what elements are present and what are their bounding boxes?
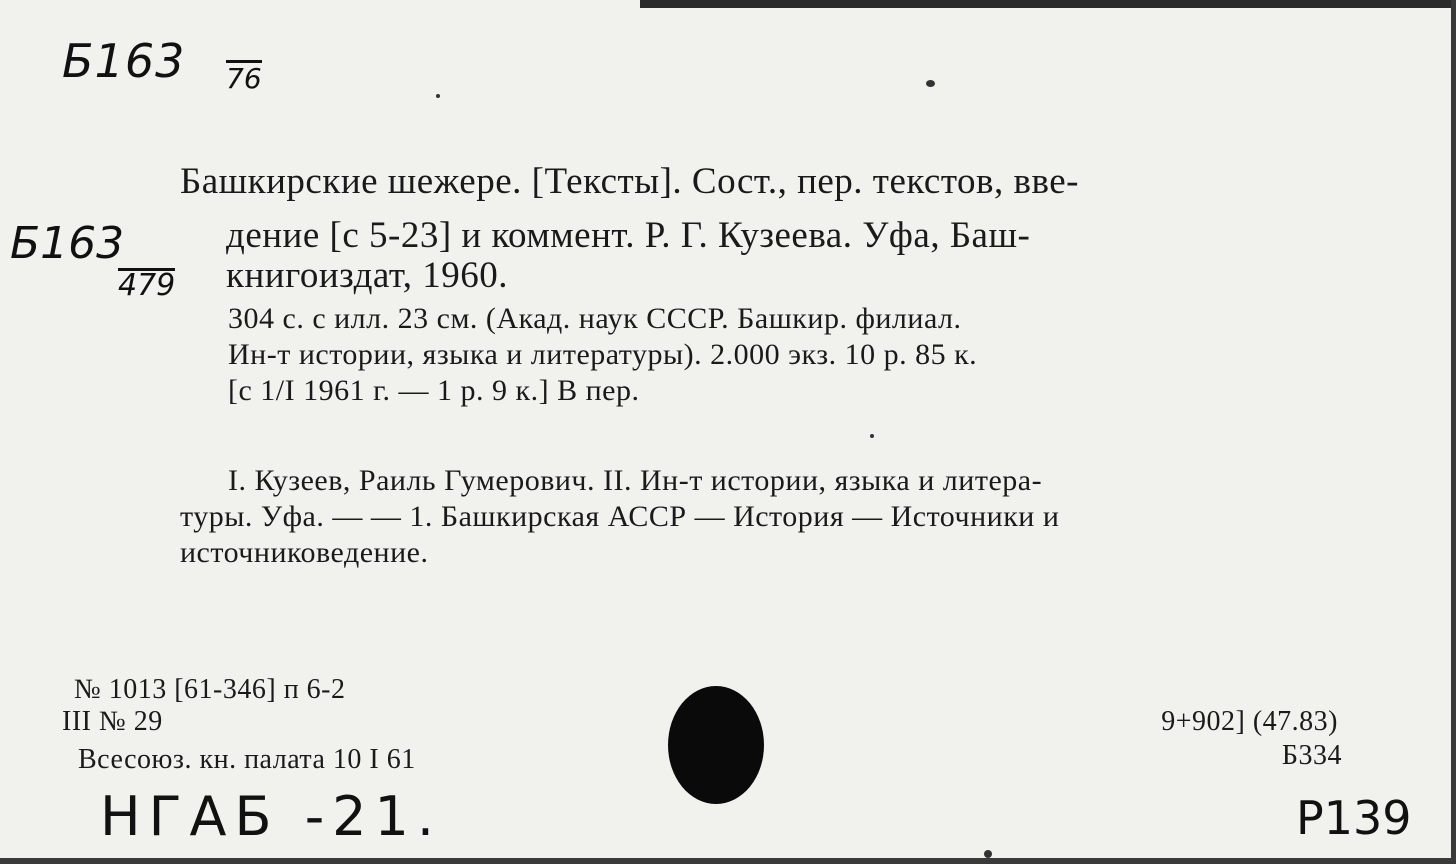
card-edge-shadow-bottom: [0, 858, 1456, 864]
handwritten-archive-mark: НГАБ -21.: [100, 785, 443, 848]
ink-speck: [436, 94, 440, 98]
handwritten-shelf-mark-2: Б163: [10, 218, 125, 269]
ink-speck: [870, 434, 874, 438]
entry-line-3: книгоиздат, 1960.: [226, 255, 509, 296]
collation-line-2: Ин-т истории, языка и литературы). 2.000 экз. 10 р. 85 к.: [228, 338, 978, 371]
tracing-line-1: I. Кузеев, Раиль Гумерович. II. Ин-т истории, языка и литера-: [228, 464, 1043, 497]
handwritten-number: Р139: [1296, 791, 1412, 845]
footer-right-line-1: 9+902] (47.83): [1161, 706, 1338, 737]
handwritten-shelf-mark-1-sub: 76: [226, 62, 262, 95]
tracing-line-2: туры. Уфа. — — 1. Башкирская АССР — История — Источники и: [180, 500, 1060, 533]
entry-line-1: Башкирские шежере. [Тексты]. Сост., пер. текстов, вве-: [180, 161, 1079, 202]
footer-left-line-3: Всесоюз. кн. палата 10 I 61: [78, 744, 416, 775]
footer-right-line-2: Б334: [1281, 740, 1342, 771]
handwritten-shelf-mark-2-sub: 479: [118, 268, 176, 303]
tracing-line-3: источниковедение.: [180, 536, 429, 569]
ink-speck: [926, 80, 935, 87]
punch-hole: [668, 686, 764, 804]
footer-left-line-2: III № 29: [62, 706, 163, 737]
ink-speck: [984, 850, 992, 858]
card-edge-shadow-top: [640, 0, 1456, 8]
entry-line-2: дение [с 5-23] и коммент. Р. Г. Кузеева. Уфа, Баш-: [226, 215, 1031, 256]
footer-left-line-1: № 1013 [61-346] п 6-2: [74, 674, 346, 705]
handwritten-shelf-mark-1: Б163: [62, 34, 186, 88]
collation-line-3: [с 1/I 1961 г. — 1 р. 9 к.] В пер.: [228, 374, 640, 407]
card-edge-shadow-right: [1451, 0, 1456, 864]
collation-line-1: 304 с. с илл. 23 см. (Акад. наук СССР. Башкир. филиал.: [228, 302, 962, 335]
